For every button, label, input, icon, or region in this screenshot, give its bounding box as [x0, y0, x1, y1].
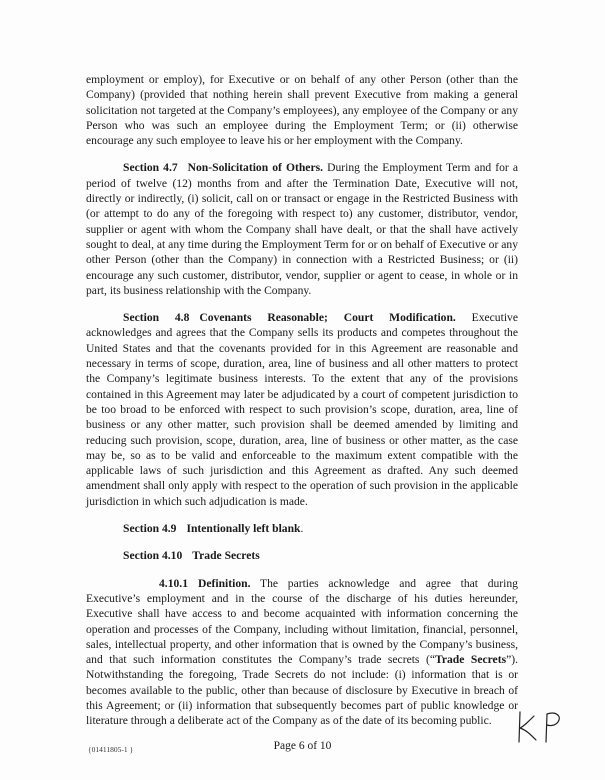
section-4-10-number: Section 4.10	[123, 549, 183, 563]
section-4-7	[86, 160, 518, 298]
section-4-8-title: Covenants Reasonable; Court Modification.	[199, 311, 456, 325]
section-4-8-number: Section 4.8	[123, 311, 190, 325]
section-4-10-1-text-b: ”). Notwithstanding the foregoing, Trade Secrets do not include: (i) information that is or becomes available to the public, other than because of disclosure by Executive in breach of this Agreement; or (ii) information that subsequently becomes part of public knowledge or literature through a deliberate act of the Company as of the date of its becoming public.	[86, 653, 518, 728]
section-4-8-text: Executive acknowledges and agrees that the Company sells its products and competes throughout the United States and that the covenants provided for in this Agreement are reasonable and necessary in terms of scope, duration, area, line of business and all other matters to protect the Company’s legitimate business interests. To the extent that any of the provisions contained in this Agreement may later be adjudicated by a court of competent jurisdiction to be too broad to be enforced with respect to such provision’s scope, duration, area, line of business or any other matter, such provision shall be deemed amended by limiting and reducing such provision, scope, duration, area, line of business or other matter, as the case may be, so as to be valid and enforceable to the maximum extent compatible with the applicable laws of such jurisdiction and this Agreement as drafted. Any such deemed amendment shall only apply with respect to the operation of such provision in the applicable jurisdiction in which such adjudication is made.	[86, 311, 518, 508]
section-4-10-1-title: Definition.	[197, 576, 251, 590]
section-4-10-title: Trade Secrets	[192, 549, 260, 563]
section-4-10-1	[86, 576, 518, 729]
footer-document-code: {01411805-1 }	[88, 745, 134, 754]
section-4-7-number: Section 4.7	[123, 161, 178, 175]
handwritten-initials	[512, 708, 570, 748]
section-4-7-text: During the Employment Term and for a period of twelve (12) months from and after the Termination Date, Executive will not, directly or indirectly, (i) solicit, call on or transact or engage in the Restricted Business with (or attempt to do any of the foregoing with respect to) any customer, distributor, vendor, supplier or agent with whom the Company shall have dealt, or that the shall have actively sought to deal, at any time during the Employment Term for or on behalf of Executive or any other Person (other than the Company) in connection with a Restricted Business; or (ii) encourage any such customer, distributor, vendor, supplier or agent to cease, in whole or in part, its business relationship with the Company.	[86, 161, 518, 297]
paragraph-continued	[86, 72, 518, 148]
paragraph-continued-text: employment or employ), for Executive or on behalf of any other Person (other than the Company) (provided that nothing herein shall prevent Executive from making a general solicitation not targeted at the Company’s employees), any employee of the Company or any Person who was such an employee during the Employment Term; or (ii) otherwise encourage any such employee to leave his or her employment with the Company.	[86, 73, 518, 148]
footer-page-number: Page 6 of 10	[273, 740, 332, 752]
section-4-9-number: Section 4.9	[123, 522, 177, 536]
section-4-10	[86, 548, 518, 563]
section-4-9-trail: .	[300, 522, 304, 536]
section-4-10-1-number: 4.10.1	[159, 576, 188, 590]
section-4-9-title: Intentionally left blank	[186, 522, 301, 536]
section-4-10-1-text-a: The parties acknowledge and agree that during Executive’s employment and in the course of the discharge of his duties hereunder, Executive shall have access to and become acquainted with information concerning the operation and processes of the Company, including without limitation, financial, personnel, sales, intellectual property, and other information that is owned by the Company’s business, and that such information constitutes the Company’s trade secrets (“	[86, 576, 518, 667]
section-4-7-title: Non-Solicitation of Others.	[187, 161, 324, 175]
section-4-8	[86, 310, 518, 509]
document-body	[86, 72, 518, 741]
section-4-9	[86, 521, 518, 536]
defined-term-trade-secrets: Trade Secrets	[434, 653, 507, 667]
